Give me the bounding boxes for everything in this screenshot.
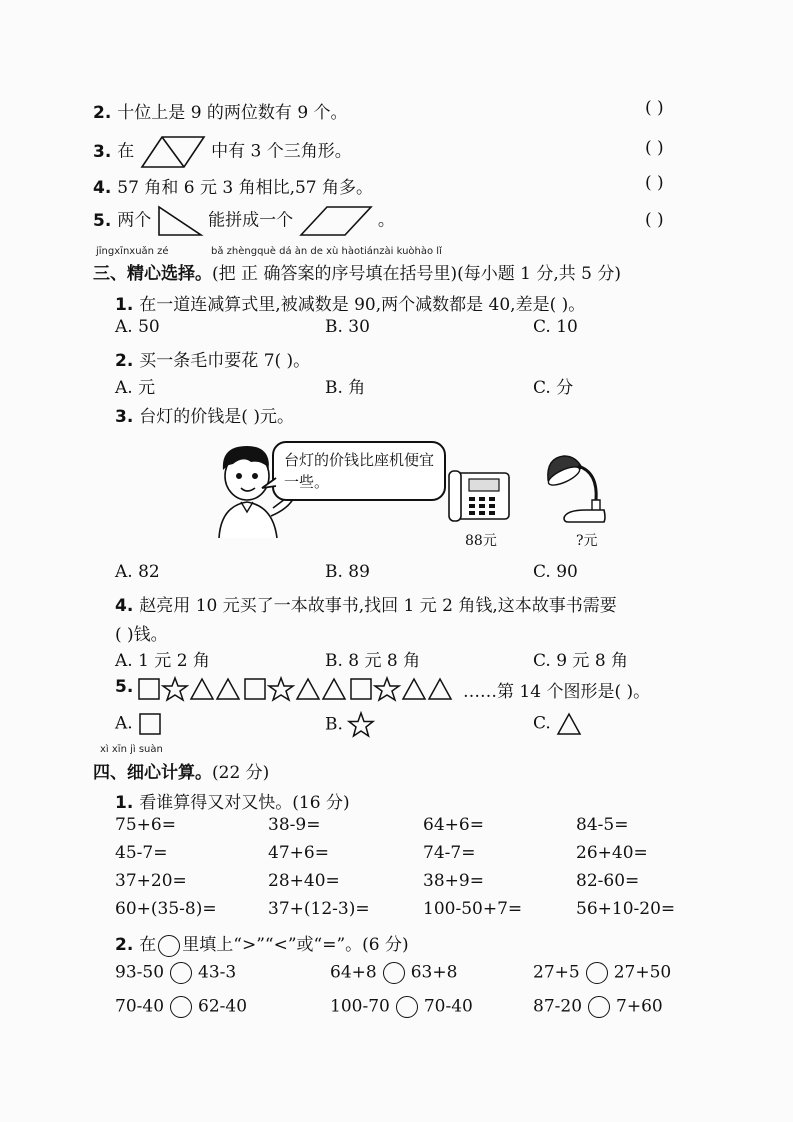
choice-q3: 3. 台灯的价钱是( )元。 xyxy=(115,407,294,427)
compare-item: 27+5 27+50 xyxy=(533,962,672,983)
bubble-tail-icon xyxy=(262,478,278,492)
choice-q4-line2: ( )钱。 xyxy=(115,625,168,645)
choice-q1: 1. 在一道连减算式里,被减数是 90,两个减数都是 40,差是( )。 xyxy=(115,295,586,315)
choice-q2-option-a[interactable]: A. 元 xyxy=(115,378,156,398)
calc-item[interactable]: 64+6= xyxy=(423,815,484,835)
choice-q2-option-b[interactable]: B. 角 xyxy=(325,378,366,398)
calc-item[interactable]: 38-9= xyxy=(268,815,321,835)
calc-item[interactable]: 82-60= xyxy=(576,871,640,891)
triangles-figure-icon xyxy=(140,135,206,169)
calc-item[interactable]: 47+6= xyxy=(268,843,329,863)
choice-q5: 5. xyxy=(115,677,134,697)
section3-pinyin-title: jīngxīnxuǎn zé xyxy=(96,246,169,257)
choice-q4-option-a[interactable]: A. 1 元 2 角 xyxy=(115,651,210,671)
compare-circle[interactable] xyxy=(170,962,192,984)
choice-q5-tail: ……第 14 个图形是( )。 xyxy=(463,682,651,702)
section4-pinyin: xì xīn jì suàn xyxy=(100,744,163,755)
section3-pinyin-note: bǎ zhèngquè dá àn de xù hàotiánzài kuòhào lǐ xyxy=(211,246,442,257)
compare-circle[interactable] xyxy=(586,962,608,984)
choice-q2: 2. 买一条毛巾要花 7( )。 xyxy=(115,351,311,371)
compare-circle[interactable] xyxy=(396,996,418,1018)
calc-item[interactable]: 100-50+7= xyxy=(423,899,523,919)
compare-circle[interactable] xyxy=(588,996,610,1018)
shape-sequence-icon xyxy=(137,676,463,702)
telephone-icon xyxy=(447,467,513,525)
calc-item[interactable]: 56+10-20= xyxy=(576,899,676,919)
answer-paren-5[interactable]: ( ) xyxy=(645,210,664,230)
choice-q1-option-a[interactable]: A. 50 xyxy=(115,317,160,337)
compare-item: 87-20 7+60 xyxy=(533,996,663,1017)
calc-item[interactable]: 37+(12-3)= xyxy=(268,899,370,919)
compare-circle[interactable] xyxy=(170,996,192,1018)
calc-item[interactable]: 28+40= xyxy=(268,871,340,891)
answer-paren-4[interactable]: ( ) xyxy=(645,173,664,193)
choice-q2-option-c[interactable]: C. 分 xyxy=(533,378,574,398)
parallelogram-icon xyxy=(299,205,373,237)
section4-heading: 四、细心计算。(22 分) xyxy=(93,763,270,783)
calc-part2-title: 2. 在 里填上“>”“<”或“=”。(6 分) xyxy=(115,935,409,955)
choice-q1-option-b[interactable]: B. 30 xyxy=(325,317,370,337)
section3-heading: 三、精心选择。(把 正 确答案的序号填在括号里)(每小题 1 分,共 5 分) xyxy=(93,264,621,284)
calc-item[interactable]: 84-5= xyxy=(576,815,629,835)
compare-item: 100-70 70-40 xyxy=(330,996,473,1017)
choice-q4-option-c[interactable]: C. 9 元 8 角 xyxy=(533,651,629,671)
lamp-price-label: ?元 xyxy=(576,533,598,549)
judge-item-3: 3. 在 中有 3 个三角形。 xyxy=(93,135,352,169)
choice-q1-option-c[interactable]: C. 10 xyxy=(533,317,578,337)
choice-q3-option-c[interactable]: C. 90 xyxy=(533,562,578,582)
judge-item-2: 2. 十位上是 9 的两位数有 9 个。 xyxy=(93,103,348,123)
choice-q4: 4. 赵亮用 10 元买了一本故事书,找回 1 元 2 角钱,这本故事书需要 xyxy=(115,596,617,616)
choice-q3-option-b[interactable]: B. 89 xyxy=(325,562,370,582)
judge-item-4: 4. 57 角和 6 元 3 角相比,57 角多。 xyxy=(93,178,374,198)
right-triangle-icon xyxy=(157,205,203,237)
calc-item[interactable]: 26+40= xyxy=(576,843,648,863)
judge-item-5: 5. 两个 能拼成一个 。 xyxy=(93,205,395,237)
choice-q5-option-a[interactable]: A. xyxy=(115,712,162,736)
compare-item: 64+8 63+8 xyxy=(330,962,458,983)
choice-q4-option-b[interactable]: B. 8 元 8 角 xyxy=(325,651,421,671)
desk-lamp-icon xyxy=(542,452,608,526)
speech-bubble: 台灯的价钱比座机便宜一些。 xyxy=(272,441,446,501)
phone-price-label: 88元 xyxy=(465,533,497,549)
calc-item[interactable]: 74-7= xyxy=(423,843,476,863)
circle-icon xyxy=(158,935,180,957)
answer-paren-3[interactable]: ( ) xyxy=(645,138,664,158)
triangle-icon xyxy=(556,712,582,736)
calc-item[interactable]: 60+(35-8)= xyxy=(115,899,217,919)
calc-item[interactable]: 45-7= xyxy=(115,843,168,863)
compare-item: 70-40 62-40 xyxy=(115,996,248,1017)
answer-paren-2[interactable]: ( ) xyxy=(645,98,664,118)
square-icon xyxy=(138,712,162,736)
calc-item[interactable]: 75+6= xyxy=(115,815,176,835)
calc-part1-title: 1. 看谁算得又对又快。(16 分) xyxy=(115,793,350,813)
choice-q5-option-b[interactable]: B. xyxy=(325,712,374,738)
compare-item: 93-50 43-3 xyxy=(115,962,237,983)
compare-circle[interactable] xyxy=(383,962,405,984)
choice-q3-option-a[interactable]: A. 82 xyxy=(115,562,160,582)
choice-q5-option-c[interactable]: C. xyxy=(533,712,582,736)
star-icon xyxy=(348,712,374,738)
calc-item[interactable]: 38+9= xyxy=(423,871,484,891)
calc-item[interactable]: 37+20= xyxy=(115,871,187,891)
